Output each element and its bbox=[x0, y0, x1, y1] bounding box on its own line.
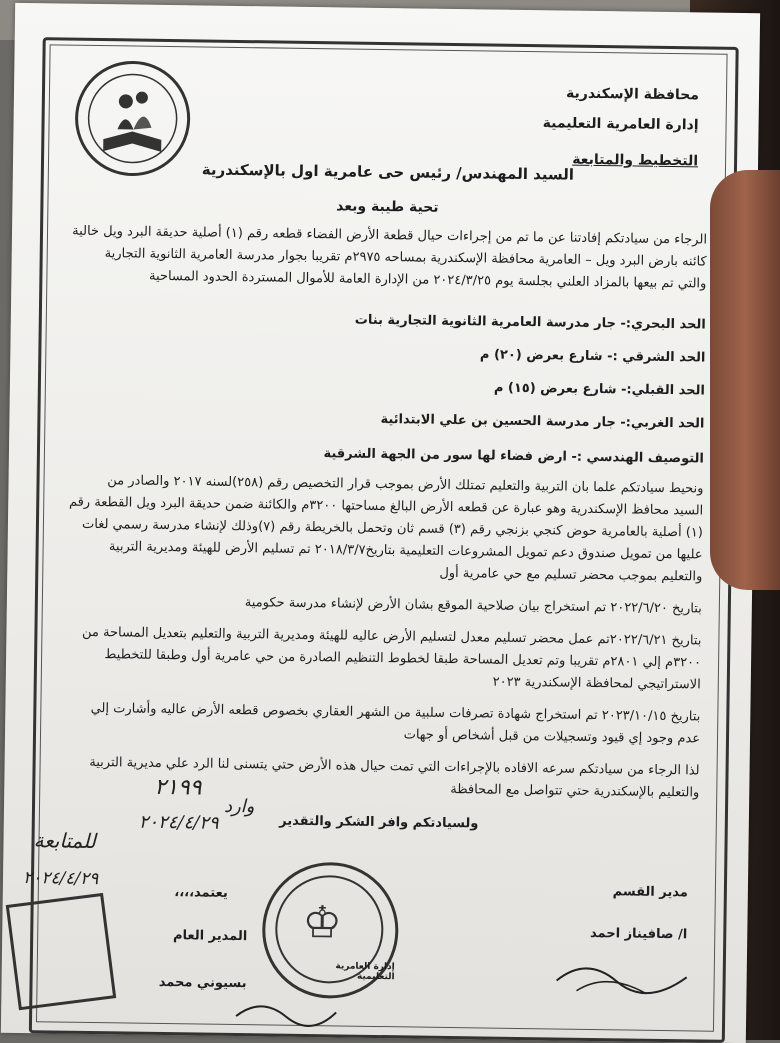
approval-label: يعتمد،،،، bbox=[174, 885, 228, 901]
body-line: عدم وجود إي قيود وتسجيلات من قبل أشخاص أو جهات bbox=[403, 727, 701, 747]
incoming-label: وارد bbox=[223, 795, 255, 818]
addressee: السيد المهندس/ رئيس حى عامرية اول بالإسكندرية bbox=[201, 160, 575, 184]
body-line: والتي تم بيعها بالمزاد العلني بجلسة يوم ٢٠٢٤/٣/٢٥ من الإدارة العامة للأموال المستردة الحدود المساحية bbox=[148, 268, 707, 292]
eagle-icon: ♔ bbox=[302, 896, 343, 949]
boundary-south: الحد القبلي:- شارع بعرض (١٥) م bbox=[493, 380, 705, 399]
body-line: كائنه بارض البرد ويل – العامرية محافظة الإسكندرية بمساحه ٢٩٧٥م تقريبا بجوار مدرسة العامرية الثانوية التجارية bbox=[104, 246, 707, 270]
body-line: والتعليم بموجب محضر تسليم مع حي عامرية أول bbox=[439, 565, 703, 585]
body-line: ونحيط سيادتكم علما بان التربية والتعليم تمتلك الأرض بموجب قرار التخصيص رقم (٢٥٨)لسنه ٢٠١٧ والصادر من bbox=[107, 473, 704, 497]
body-line: بتاريخ ٢٠٢٢/٦/٢٠ تم استخراج بيان صلاحية الموقع بشان الأرض لإنشاء مدرسة حكومية bbox=[244, 595, 702, 617]
handwritten-note: للمتابعة bbox=[33, 828, 97, 854]
body-line: بتاريخ ٢٠٢٣/١٠/١٥ تم استخراج شهادة تصرفات سلبية من الشهر العقاري بخصوص قطعه الأرض عاليه وأشارت إلي bbox=[90, 700, 701, 725]
body-line: الاستراتيجي لمحافظة الإسكندرية ٢٠٢٣ bbox=[492, 674, 701, 693]
section-manager-signature bbox=[546, 950, 697, 1002]
body-line: (١) أصلية بالعامرية حوض كنجي بزنجي رقم (٣) قسم ثان وتحمل بالخريطة رقم (٧)وذلك لإنشاء مدرسة رسمي لغات bbox=[81, 516, 703, 541]
greeting: تحية طيبة وبعد bbox=[336, 198, 439, 216]
section-manager-title: مدير القسم bbox=[612, 884, 688, 901]
body-line: لذا الرجاء من سيادتكم سرعه الافاده بالإجراءات التي تمت حيال هذه الأرض حتي يتسنى لنا الرد علي مديرية التربية bbox=[89, 754, 700, 779]
document-page bbox=[1, 3, 760, 1043]
official-seal bbox=[261, 861, 399, 999]
general-manager-signature bbox=[231, 991, 352, 1033]
boundary-west: الحد الغربي:- جار مدرسة الحسين بن علي الابتدائية bbox=[380, 411, 705, 432]
engineering-description: التوصيف الهندسي :- ارض فضاء لها سور من الجهة الشرقية bbox=[323, 446, 705, 467]
body-line: والتعليم بالإسكندرية حتي تتواصل مع المحافظة bbox=[450, 782, 700, 801]
general-manager-title: المدير العام bbox=[172, 928, 248, 945]
body-line: السيد محافظ الإسكندرية وهو عبارة عن قطعه الأرض البالغ مساحتها ٣٢٠٠م والكائنة ضمن حديقة البرد ويل القطعة رقم bbox=[68, 494, 704, 519]
closing: ولسيادتكم وافر الشكر والتقدير bbox=[279, 813, 479, 832]
governorate-name: محافظة الإسكندرية bbox=[565, 85, 700, 104]
incoming-number: ٢١٩٩ bbox=[154, 774, 202, 801]
incoming-date: ٢٠٢٤/٤/٢٩ bbox=[138, 811, 219, 834]
boundary-east: الحد الشرقي :- شارع بعرض (٢٠) م bbox=[479, 347, 706, 366]
administration-name: إدارة العامرية التعليمية bbox=[542, 115, 699, 134]
body-line: ٣٢٠٠م إلي ٢٨٠١م تقريبا وتم تعديل المساحة طبقا لخطوط التنظيم الصادرة من حي عامرية أول وطبقا للتخطيط bbox=[104, 647, 702, 671]
seal-label: إدارة العامرية التعليمية bbox=[335, 961, 395, 983]
body-line: بتاريخ ٢٠٢٢/٦/٢١تم عمل محضر تسليم معدل لتسليم الأرض عاليه للهيئة ومديرية التربية والتعليم بتعديل المساحة من bbox=[81, 624, 702, 649]
department-name: التخطيط والمتابعة bbox=[572, 151, 699, 170]
section-manager-name: ا/ صافيناز احمد bbox=[589, 925, 688, 943]
boundary-north: الحد البحري:- جار مدرسة العامرية الثانوية التجارية بنات bbox=[354, 312, 706, 333]
general-manager-name: بسيوني محمد bbox=[158, 974, 247, 992]
holding-thumb bbox=[710, 170, 780, 590]
incoming-box-stamp bbox=[6, 893, 117, 1010]
body-line: الرجاء من سيادتكم إفادتنا عن ما تم من إجراءات حيال قطعة الأرض الفضاء قطعه رقم (١) أصلية حديقة البرد ويل خالية bbox=[72, 223, 708, 248]
body-line: عليها من تمويل صندوق دعم تمويل المشروعات التعليمية بتاريخ٢٠١٨/٣/٧ تم تسليم الأرض للهيئة ومديرية التربية bbox=[108, 539, 703, 563]
letter-content bbox=[22, 59, 709, 1028]
handwritten-date: ٢٠٢٤/٤/٢٩ bbox=[22, 868, 99, 890]
